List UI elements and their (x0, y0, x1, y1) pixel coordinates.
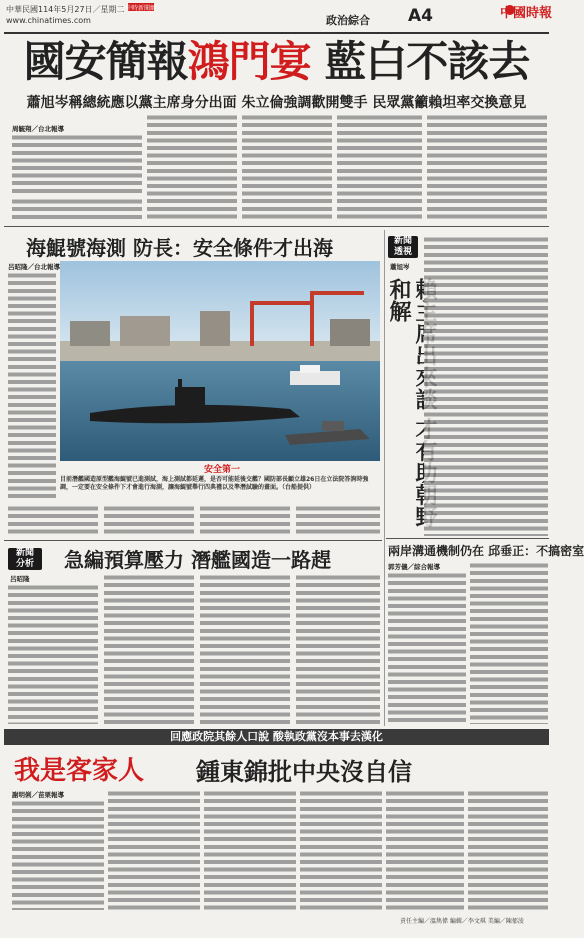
commentary-badge-line-1: 新聞 (393, 236, 412, 246)
page-credits: 責任主編／溫雋偉 編輯／李文琪 美編／陳郁淩 (400, 918, 524, 925)
hakka-byline: 謝明俐／苗栗報導 (12, 791, 64, 799)
hakka-column-2 (108, 790, 200, 910)
hakka-column-4 (300, 790, 382, 910)
chinatimes-news-logo (125, 3, 157, 19)
hakka-headline-right: 鍾東錦批中央沒自信 (196, 757, 412, 786)
submarine-byline: 呂昭隆／台北報導 (8, 263, 60, 271)
photo-credit: （台船提供） (282, 484, 316, 491)
hakka-headline-left: 我是客家人 (14, 756, 145, 786)
site-url[interactable]: www.chinatimes.com (6, 16, 91, 25)
lead-subhead: 蕭旭岑稱總統應以黨主席身分出面 朱立倫強調歡開雙手 民眾黨籲賴坦率交換意見 (26, 95, 527, 111)
analysis-author: 呂昭隆 (10, 575, 30, 583)
lead-byline: 周毓翔／台北報導 (12, 125, 64, 133)
submarine-text-bottom-3 (200, 505, 290, 535)
section-name: 政治綜合 (326, 14, 370, 27)
analysis-badge (8, 548, 42, 570)
lead-headline (4, 36, 549, 88)
headline-part-3: 藍白不該去 (324, 37, 530, 86)
hakka-column-3 (204, 790, 296, 910)
hakka-column-6 (468, 790, 548, 910)
hakka-column-1 (12, 800, 104, 910)
masthead-date (6, 4, 125, 26)
analysis-column-1 (8, 584, 98, 724)
submarine-headline: 海鯤號海測 防長：安全條件才出海 (26, 236, 333, 260)
hakka-banner: 回應政院其餘人口說 酸執政黨沒本事去漢化 (4, 729, 549, 745)
lead-intro-text (12, 134, 142, 194)
page-number: A4 (408, 6, 433, 26)
right-story-headline: 兩岸溝通機制仍在 邱垂正：不搞密室 (388, 544, 584, 558)
right-story-column-2 (470, 562, 548, 724)
logo-text: 中國時報 (499, 6, 553, 21)
submarine-text-column (8, 272, 56, 498)
photo-caption-text: 目前潛艦國造原型艦海鯤號已進測試，海上測試都延遲，是否可能延後交艦？國防部長顧立雄26日在立法院答詢時強調，一定要在安全條件下才會進行海測，讓海鯤號舉行四典禮以及準潛試驗的畫面。 (60, 476, 369, 491)
analysis-column-2 (104, 574, 194, 724)
submarine-text-bottom-4 (296, 505, 380, 535)
analysis-badge-line-1: 新聞 (15, 548, 34, 558)
lead-column-1 (12, 198, 142, 222)
photo-caption-label: 安全第一 (204, 465, 241, 475)
lead-column-3 (242, 114, 332, 222)
lead-column-2 (147, 114, 237, 222)
analysis-headline: 急編預算壓力 潛艦國造一路趕 (64, 548, 331, 572)
right-story-byline: 郭芳儀／綜合報導 (388, 563, 440, 571)
commentary-badge (388, 236, 418, 258)
divider (4, 540, 382, 541)
photo-caption (60, 476, 380, 492)
hakka-column-5 (386, 790, 464, 910)
masthead-rule (4, 32, 549, 34)
divider (386, 538, 549, 539)
headline-part-1: 國安簡報 (23, 37, 188, 86)
commentary-text (424, 236, 548, 536)
analysis-badge-line-2: 分析 (15, 559, 34, 569)
divider (4, 226, 549, 227)
column-divider (384, 230, 385, 726)
analysis-column-4 (296, 574, 380, 724)
commentary-headline: 和解 (386, 278, 412, 322)
small-logo-text: 中時新聞網 (125, 5, 157, 12)
commentary-author: 蕭旭岑 (390, 263, 410, 271)
headline-part-2: 鴻門宴 (187, 37, 311, 86)
commentary-badge-line-2: 透視 (393, 247, 412, 257)
right-story-column-1 (388, 572, 466, 724)
issue-date: 中華民國114年5月27日／星期二 (6, 5, 125, 14)
submarine-text-bottom-2 (104, 505, 194, 535)
lead-column-5 (427, 114, 547, 222)
submarine-photo (60, 261, 380, 461)
submarine-text-bottom-1 (8, 505, 98, 535)
lead-column-4 (337, 114, 422, 222)
analysis-column-3 (200, 574, 290, 724)
